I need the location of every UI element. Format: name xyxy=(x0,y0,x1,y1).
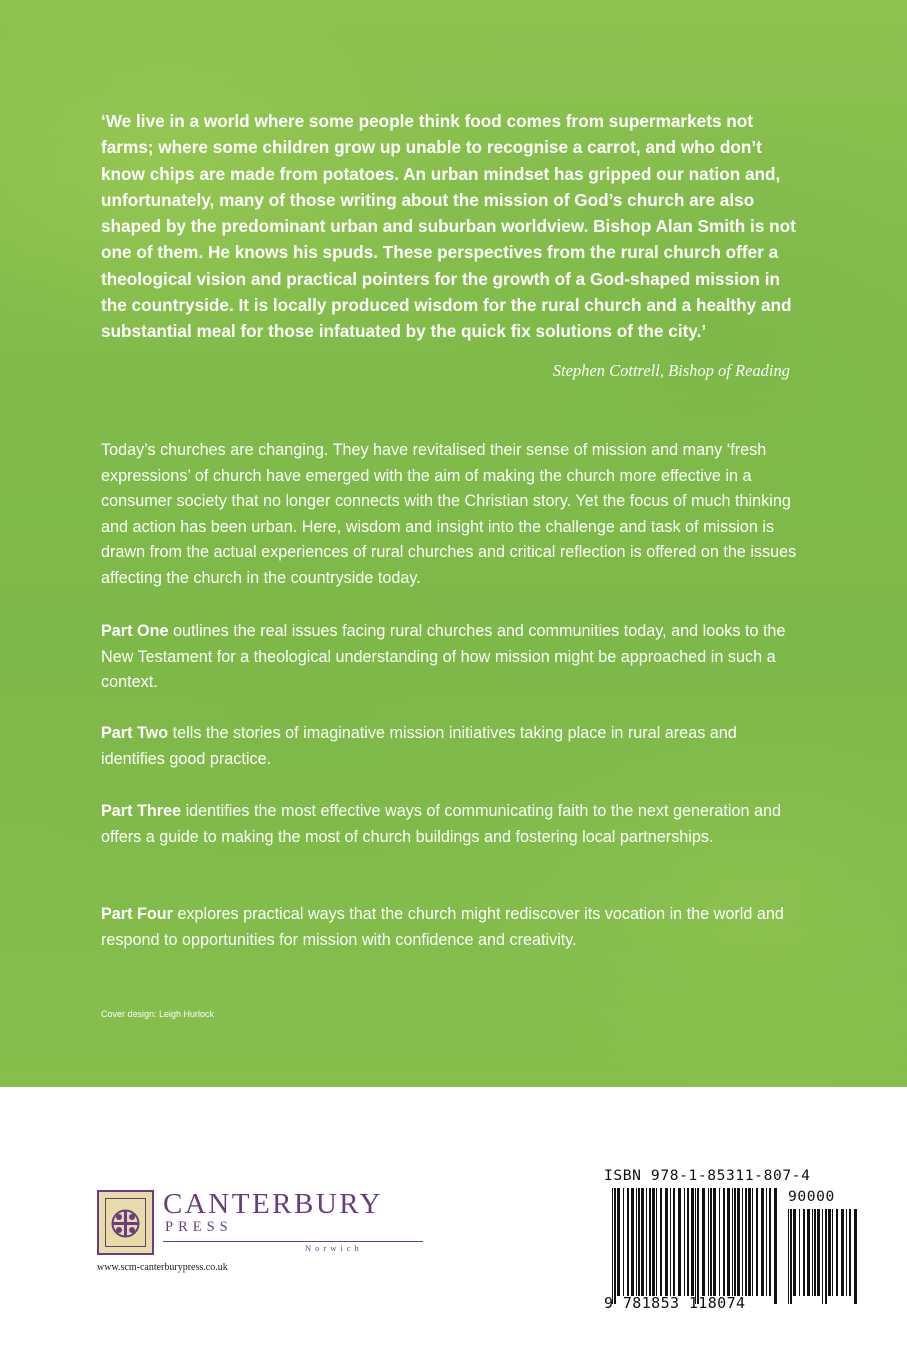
price-code: 90000 xyxy=(788,1188,835,1205)
barcode-bar xyxy=(849,1209,851,1296)
barcode-bar xyxy=(748,1188,751,1296)
barcode-bar xyxy=(766,1188,767,1296)
isbn-number: ISBN 978-1-85311-807-4 xyxy=(604,1167,811,1184)
isbn-barcode xyxy=(604,1167,864,1317)
publisher-subname: PRESS xyxy=(165,1219,233,1235)
barcode-bar xyxy=(774,1188,777,1304)
part-one-text: outlines the real issues facing rural churches and communities today, and looks to the New Testament for a theological understanding of how mission might be approached in such a context. xyxy=(101,622,786,692)
barcode-bar xyxy=(631,1188,634,1296)
barcode-bar xyxy=(832,1209,833,1296)
barcode-bar xyxy=(841,1209,844,1296)
publisher-emblem-icon xyxy=(97,1190,154,1255)
barcode-bar xyxy=(673,1188,675,1296)
barcode-bar xyxy=(627,1188,629,1296)
barcode-bar xyxy=(614,1188,616,1304)
barcode-bar xyxy=(687,1188,689,1296)
barcode-bar xyxy=(769,1188,771,1296)
barcode-bar xyxy=(697,1188,699,1304)
barcode-bar xyxy=(812,1209,813,1296)
barcode-bar xyxy=(825,1209,827,1304)
barcode-bar xyxy=(678,1188,681,1296)
barcode-bar xyxy=(761,1188,764,1296)
barcode-digits: 9 781853 118074 xyxy=(604,1294,746,1312)
barcode-bar xyxy=(745,1188,747,1296)
barcode-bar xyxy=(854,1209,857,1304)
barcode-bar xyxy=(790,1209,792,1304)
barcode-bar xyxy=(623,1188,624,1296)
part-four-label: Part Four xyxy=(101,905,173,923)
part-two-paragraph xyxy=(101,721,801,772)
barcode-bar xyxy=(799,1209,800,1296)
barcode-bar xyxy=(836,1209,838,1296)
barcode-bar xyxy=(756,1188,758,1296)
barcode-bar xyxy=(719,1188,720,1296)
intro-paragraph: Today’s churches are changing. They have revitalised their sense of mission and many ‘fresh expressions’ of church have emerged with the aim of making the church more effective in a consumer society that no longer connects with the Christian story. Yet the focus of much thinking and action has been urban. Here, wisdom and insight into the challenge and task of mission is drawn from the actual experiences of rural churches and critical reflection is offered on the issues affecting the church in the countryside today. xyxy=(101,441,797,587)
barcode-bar xyxy=(828,1209,831,1296)
endorsement-attribution: Stephen Cottrell, Bishop of Reading xyxy=(552,361,790,380)
barcode-bar xyxy=(636,1188,637,1296)
part-four-paragraph xyxy=(101,902,801,953)
barcode-bar xyxy=(817,1209,820,1296)
barcode-bar xyxy=(638,1188,640,1296)
barcode-bar xyxy=(641,1188,644,1296)
barcode-bar xyxy=(846,1209,847,1296)
barcode-bar xyxy=(713,1188,716,1296)
barcode-bar xyxy=(723,1188,725,1296)
publisher-rule xyxy=(163,1241,423,1242)
publisher-logo xyxy=(97,1190,427,1260)
publisher-city: Norwich xyxy=(305,1243,363,1253)
part-two-text: tells the stories of imaginative mission initiatives taking place in rural areas and identifies good practice. xyxy=(101,724,737,768)
barcode-bar xyxy=(788,1209,789,1304)
barcode-bar xyxy=(684,1188,685,1296)
publisher-name: CANTERBURY xyxy=(163,1188,383,1220)
barcode-bar xyxy=(695,1188,696,1304)
part-three-paragraph xyxy=(101,799,801,850)
barcode-bar xyxy=(617,1188,620,1296)
barcode-bar xyxy=(702,1188,705,1296)
barcode-bar xyxy=(734,1188,736,1296)
part-one-label: Part One xyxy=(101,622,169,640)
barcode-bar xyxy=(732,1188,733,1296)
barcode-bar xyxy=(727,1188,730,1296)
barcode-bar xyxy=(652,1188,655,1296)
publisher-url: www.scm-canterburypress.co.uk xyxy=(97,1262,228,1273)
barcode-bar xyxy=(822,1209,823,1304)
endorsement-quote: ‘We live in a world where some people think food comes from supermarkets not farms; where some children grow up unable to recognise a carrot, and who don’t know chips are made from potatoes. An urban mindset has gripped our nation and, unfortunately, many of those writing about the mission of God’s church are also shaped by the predominant urban and suburban worldview. Bishop Alan Smith is not one of them. He knows his spuds. These perspectives from the rural church offer a theological vision and practical pointers for the growth of a God-shaped mission in the countryside. It is locally produced wisdom for the rural church and a healthy and substantial meal for those infatuated by the quick fix solutions of the city.’ xyxy=(101,111,796,342)
cover-design-credit: Cover design: Leigh Hurlock xyxy=(101,1009,215,1019)
barcode-bar xyxy=(660,1188,662,1296)
part-one-paragraph xyxy=(101,619,801,696)
part-four-text: explores practical ways that the church might rediscover its vocation in the world and respond to opportunities for mission with confidence and creativity. xyxy=(101,905,784,949)
barcode-bar xyxy=(656,1188,657,1296)
barcode-bar xyxy=(803,1209,805,1296)
barcode-bar xyxy=(708,1188,709,1296)
barcode-bar xyxy=(649,1188,651,1296)
barcode-bar xyxy=(665,1188,668,1296)
barcode-bar xyxy=(670,1188,671,1296)
barcode-bar xyxy=(710,1188,712,1296)
barcode-bar xyxy=(807,1209,810,1296)
part-three-label: Part Three xyxy=(101,802,182,820)
barcode-bar xyxy=(646,1188,647,1296)
part-three-text: identifies the most effective ways of communicating faith to the next generation and offers a guide to making the most of church buildings and fostering local partnerships. xyxy=(101,802,781,846)
barcode-bar xyxy=(691,1188,694,1296)
barcode-bar xyxy=(612,1188,613,1304)
barcode-bar xyxy=(752,1188,753,1296)
barcode-bar xyxy=(814,1209,816,1296)
part-two-label: Part Two xyxy=(101,724,169,742)
barcode-bar xyxy=(737,1188,740,1296)
barcode-bar xyxy=(793,1209,796,1296)
barcode-bar xyxy=(742,1188,743,1296)
